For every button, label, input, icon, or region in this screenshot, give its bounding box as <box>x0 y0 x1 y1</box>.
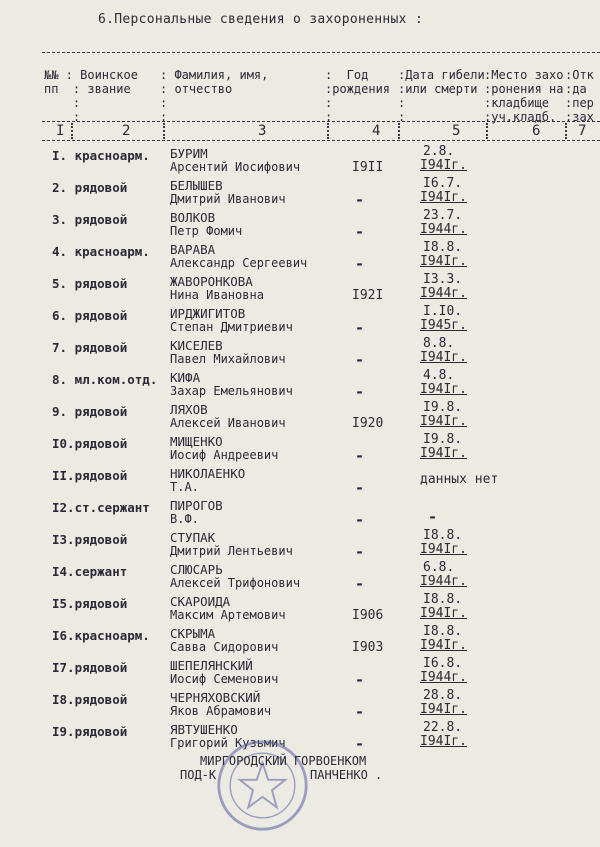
table-row <box>0 498 600 530</box>
row-number-rank: I6.красноарм. <box>52 628 150 643</box>
row-number-rank: 7. рядовой <box>52 340 128 355</box>
table-row <box>0 242 600 274</box>
row-death-year: I94Iг. <box>420 606 467 621</box>
row-death-day-month: 22.8. <box>423 720 463 735</box>
header-reburial-from: :Отк :да :пер :зах <box>565 68 594 124</box>
row-death-year: I94Iг. <box>420 734 467 749</box>
row-given-names: Дмитрий Лентьевич <box>170 544 293 558</box>
row-surname: СКАРОИДА <box>170 594 231 609</box>
row-number-rank: I4.сержант <box>52 564 128 579</box>
row-birth-year: - <box>355 479 365 497</box>
column-number-2: 2 <box>122 123 131 139</box>
header-birth-year: : Год :рождения : : <box>325 68 391 124</box>
column-separator <box>327 123 329 139</box>
row-death-year: I94Iг. <box>420 542 467 557</box>
row-death-day-month: I8.8. <box>423 624 463 639</box>
row-given-names: Захар Емельянович <box>170 384 293 398</box>
row-death-year: I944г. <box>420 670 467 685</box>
row-death-day-month: I9.8. <box>423 400 463 415</box>
table-row <box>0 274 600 306</box>
row-given-names: Павел Михайлович <box>170 352 286 366</box>
column-number-7: 7 <box>578 123 587 139</box>
table-row <box>0 466 600 498</box>
row-death-day-month: I8.8. <box>423 592 463 607</box>
row-no-data: данных нет <box>420 472 499 487</box>
row-birth-year: - <box>355 735 365 753</box>
row-number-rank: 9. рядовой <box>52 404 128 419</box>
row-death-day-month: I8.8. <box>423 528 463 543</box>
row-given-names: Иосиф Семенович <box>170 672 279 686</box>
row-surname: ПИРОГОВ <box>170 498 223 513</box>
row-death-day-month: 28.8. <box>423 688 463 703</box>
table-row <box>0 626 600 658</box>
row-birth-year: - <box>355 319 365 337</box>
table-row <box>0 434 600 466</box>
row-given-names: Степан Дмитриевич <box>170 320 293 334</box>
row-death-year: I94Iг. <box>420 414 467 429</box>
header-top-rule <box>42 52 600 53</box>
row-death-year: I94Iг. <box>420 446 467 461</box>
row-number-rank: 4. красноарм. <box>52 244 150 259</box>
table-row <box>0 530 600 562</box>
row-number-rank: 5. рядовой <box>52 276 128 291</box>
row-number-rank: 3. рядовой <box>52 212 128 227</box>
header-mid-rule <box>42 121 600 122</box>
row-death-day-month: 4.8. <box>423 368 455 383</box>
row-death-year: I94Iг. <box>420 158 467 173</box>
row-birth-year: - <box>355 543 365 561</box>
row-death-day-month: 6.8. <box>423 560 455 575</box>
row-surname: ЧЕРНЯХОВСКИЙ <box>170 690 261 705</box>
official-seal-stamp <box>215 738 310 833</box>
row-birth-year: - <box>355 223 365 241</box>
table-row <box>0 306 600 338</box>
row-death-year: I94Iг. <box>420 254 467 269</box>
row-death-year: I94Iг. <box>420 382 467 397</box>
column-separator <box>71 123 73 139</box>
row-surname: ЯВТУШЕНКО <box>170 722 238 737</box>
row-death-year: I94Iг. <box>420 638 467 653</box>
row-birth-year: - <box>355 351 365 369</box>
row-birth-year: - <box>355 511 365 529</box>
row-given-names: Петр Фомич <box>170 224 243 238</box>
row-death-day-month: 23.7. <box>423 208 463 223</box>
table-row <box>0 146 600 178</box>
row-death-year: I94Iг. <box>420 702 467 717</box>
header-bottom-rule <box>42 140 600 141</box>
header-number-rank: №№ : Воинское пп : звание : : <box>44 68 138 124</box>
row-number-rank: 2. рядовой <box>52 180 128 195</box>
table-row <box>0 338 600 370</box>
row-surname: ЛЯХОВ <box>170 402 208 417</box>
row-surname: ШЕПЕЛЯНСКИЙ <box>170 658 253 673</box>
row-given-names: В.Ф. <box>170 512 199 526</box>
row-death-date: - <box>428 508 438 526</box>
row-surname: БЕЛЫШЕВ <box>170 178 223 193</box>
row-given-names: Григорий Кузьмич <box>170 736 286 750</box>
row-death-day-month: I9.8. <box>423 432 463 447</box>
row-given-names: Нина Ивановна <box>170 288 264 302</box>
row-birth-year: I9II <box>352 160 384 175</box>
column-separator <box>565 123 567 139</box>
row-surname: КИФА <box>170 370 201 385</box>
row-surname: СЛЮСАРЬ <box>170 562 223 577</box>
row-birth-year: - <box>355 575 365 593</box>
row-given-names: Иосиф Андреевич <box>170 448 279 462</box>
table-row <box>0 402 600 434</box>
table-row <box>0 210 600 242</box>
table-row <box>0 562 600 594</box>
row-surname: ВОЛКОВ <box>170 210 216 225</box>
header-full-name: : Фамилия, имя, : отчество : : <box>160 68 269 124</box>
row-given-names: Савва Сидорович <box>170 640 279 654</box>
row-death-year: I944г. <box>420 286 467 301</box>
row-number-rank: I5.рядовой <box>52 596 128 611</box>
row-given-names: Дмитрий Иванович <box>170 192 286 206</box>
header-death-date: :Дата гибели :или смерти : : <box>398 68 485 124</box>
row-number-rank: 6. рядовой <box>52 308 128 323</box>
row-death-year: I94Iг. <box>420 190 467 205</box>
row-birth-year: I906 <box>352 608 384 623</box>
header-burial-place: :Место захо :ронения на :кладбище :уч.кладб. <box>484 68 564 124</box>
row-given-names: Александр Сергеевич <box>170 256 308 270</box>
row-surname: БУРИМ <box>170 146 208 161</box>
row-surname: СКРЫМА <box>170 626 216 641</box>
row-given-names: Алексей Трифонович <box>170 576 301 590</box>
row-surname: МИЩЕНКО <box>170 434 223 449</box>
row-number-rank: I9.рядовой <box>52 724 128 739</box>
row-birth-year: - <box>355 703 365 721</box>
row-surname: ИРДЖИГИТОВ <box>170 306 246 321</box>
row-given-names: Т.А. <box>170 480 199 494</box>
row-number-rank: I3.рядовой <box>52 532 128 547</box>
column-number-6: 6 <box>532 123 541 139</box>
row-number-rank: I. красноарм. <box>52 148 150 163</box>
row-number-rank: 8. мл.ком.отд. <box>52 372 158 387</box>
row-birth-year: I903 <box>352 640 384 655</box>
table-row <box>0 594 600 626</box>
column-number-5: 5 <box>452 123 461 139</box>
row-number-rank: I8.рядовой <box>52 692 128 707</box>
row-death-day-month: 2.8. <box>423 144 455 159</box>
column-number-3: 3 <box>258 123 267 139</box>
row-surname: НИКОЛАЕНКО <box>170 466 246 481</box>
row-death-day-month: I.I0. <box>423 304 463 319</box>
row-death-day-month: I8.8. <box>423 240 463 255</box>
row-surname: ЖАВОРОНКОВА <box>170 274 253 289</box>
table-row <box>0 690 600 722</box>
row-surname: КИСЕЛЕВ <box>170 338 223 353</box>
column-number-4: 4 <box>372 123 381 139</box>
row-death-day-month: I6.8. <box>423 656 463 671</box>
signature-office: МИРГОРОДСКИЙ ГОРВОЕНКОМ <box>200 754 367 768</box>
row-given-names: Максим Артемович <box>170 608 286 622</box>
row-birth-year: I92I <box>352 288 384 303</box>
row-surname: ВАРАВА <box>170 242 216 257</box>
column-separator <box>486 123 488 139</box>
row-birth-year: I920 <box>352 416 384 431</box>
table-row <box>0 178 600 210</box>
row-surname: СТУПАК <box>170 530 216 545</box>
table-row <box>0 658 600 690</box>
document-title: 6.Персональные сведения о захороненных : <box>98 12 424 27</box>
signature-rank: ПОД-К <box>180 768 217 782</box>
row-number-rank: II.рядовой <box>52 468 128 483</box>
row-death-year: I944г. <box>420 222 467 237</box>
row-death-year: I945г. <box>420 318 467 333</box>
row-given-names: Алексей Иванович <box>170 416 286 430</box>
table-row <box>0 370 600 402</box>
column-number-1: I <box>56 123 65 139</box>
row-birth-year: - <box>355 671 365 689</box>
row-birth-year: - <box>355 255 365 273</box>
row-death-day-month: 8.8. <box>423 336 455 351</box>
row-death-day-month: I3.3. <box>423 272 463 287</box>
row-number-rank: I0.рядовой <box>52 436 128 451</box>
column-separator <box>163 123 165 139</box>
row-given-names: Яков Абрамович <box>170 704 272 718</box>
row-birth-year: - <box>355 191 365 209</box>
row-number-rank: I7.рядовой <box>52 660 128 675</box>
row-death-day-month: I6.7. <box>423 176 463 191</box>
row-death-year: I944г. <box>420 574 467 589</box>
row-birth-year: - <box>355 383 365 401</box>
row-birth-year: - <box>355 447 365 465</box>
signature-name: ПАНЧЕНКО . <box>310 768 383 782</box>
row-number-rank: I2.ст.сержант <box>52 500 150 515</box>
row-death-year: I94Iг. <box>420 350 467 365</box>
column-separator <box>398 123 400 139</box>
row-given-names: Арсентий Иосифович <box>170 160 301 174</box>
